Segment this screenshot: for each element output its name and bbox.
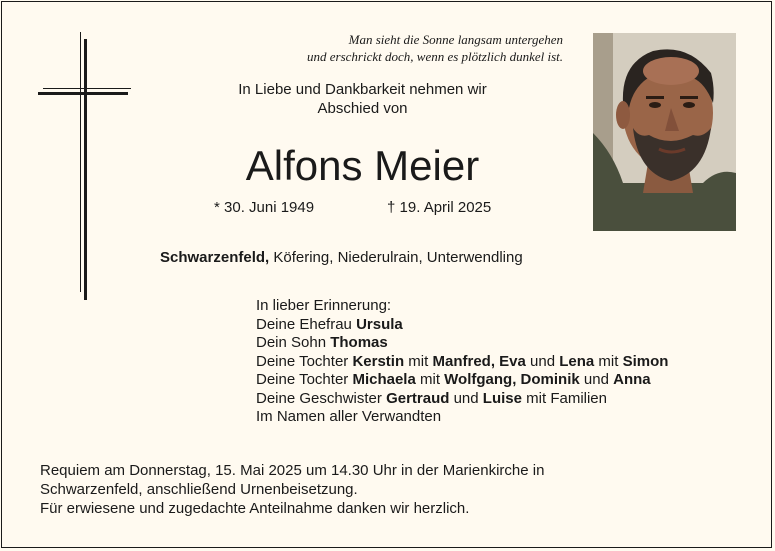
death-date: † 19. April 2025 [387, 199, 492, 216]
intro-line-2: Abschied von [317, 100, 408, 117]
places-line [160, 249, 523, 266]
requiem-line-2: Schwarzenfeld, anschließend Urnenbeisetzung. [40, 481, 358, 498]
mourners-list [256, 297, 668, 427]
mourner-line: Deine Tochter Kerstin mit Manfred, Eva und Lena mit Simon [256, 352, 669, 370]
place-rest: Köfering, Niederulrain, Unterwendling [269, 249, 523, 266]
mourner-line: Deine Geschwister Gertraud und Luise mit Familien [256, 389, 607, 407]
mourner-line: Im Namen aller Verwandten [256, 408, 442, 425]
intro-line-1: In Liebe und Dankbarkeit nehmen wir [238, 81, 487, 98]
portrait-photo [593, 33, 736, 231]
motto-line-2: und erschrickt doch, wenn es plötzlich dunkel ist. [307, 49, 563, 64]
birth-date: * 30. Juni 1949 [214, 199, 315, 216]
mourner-line: Deine Tochter Michaela mit Wolfgang, Dominik und Anna [256, 371, 651, 388]
mourner-line: Dein Sohn Thomas [256, 334, 388, 351]
motto-quote [307, 31, 563, 65]
place-main: Schwarzenfeld, [160, 249, 270, 266]
requiem-line-1: Requiem am Donnerstag, 15. Mai 2025 um 14.30 Uhr in der Marienkirche in [40, 462, 545, 479]
requiem-line-3: Für erwiesene und zugedachte Anteilnahme danken wir herzlich. [40, 500, 470, 517]
requiem-text [40, 461, 544, 518]
motto-line-1: Man sieht die Sonne langsam untergehen [348, 32, 563, 47]
intro-text [200, 80, 525, 118]
mourner-line: Deine Ehefrau Ursula [256, 315, 403, 333]
mourners-header: In lieber Erinnerung: [256, 297, 392, 314]
deceased-name: Alfons Meier [245, 142, 480, 189]
